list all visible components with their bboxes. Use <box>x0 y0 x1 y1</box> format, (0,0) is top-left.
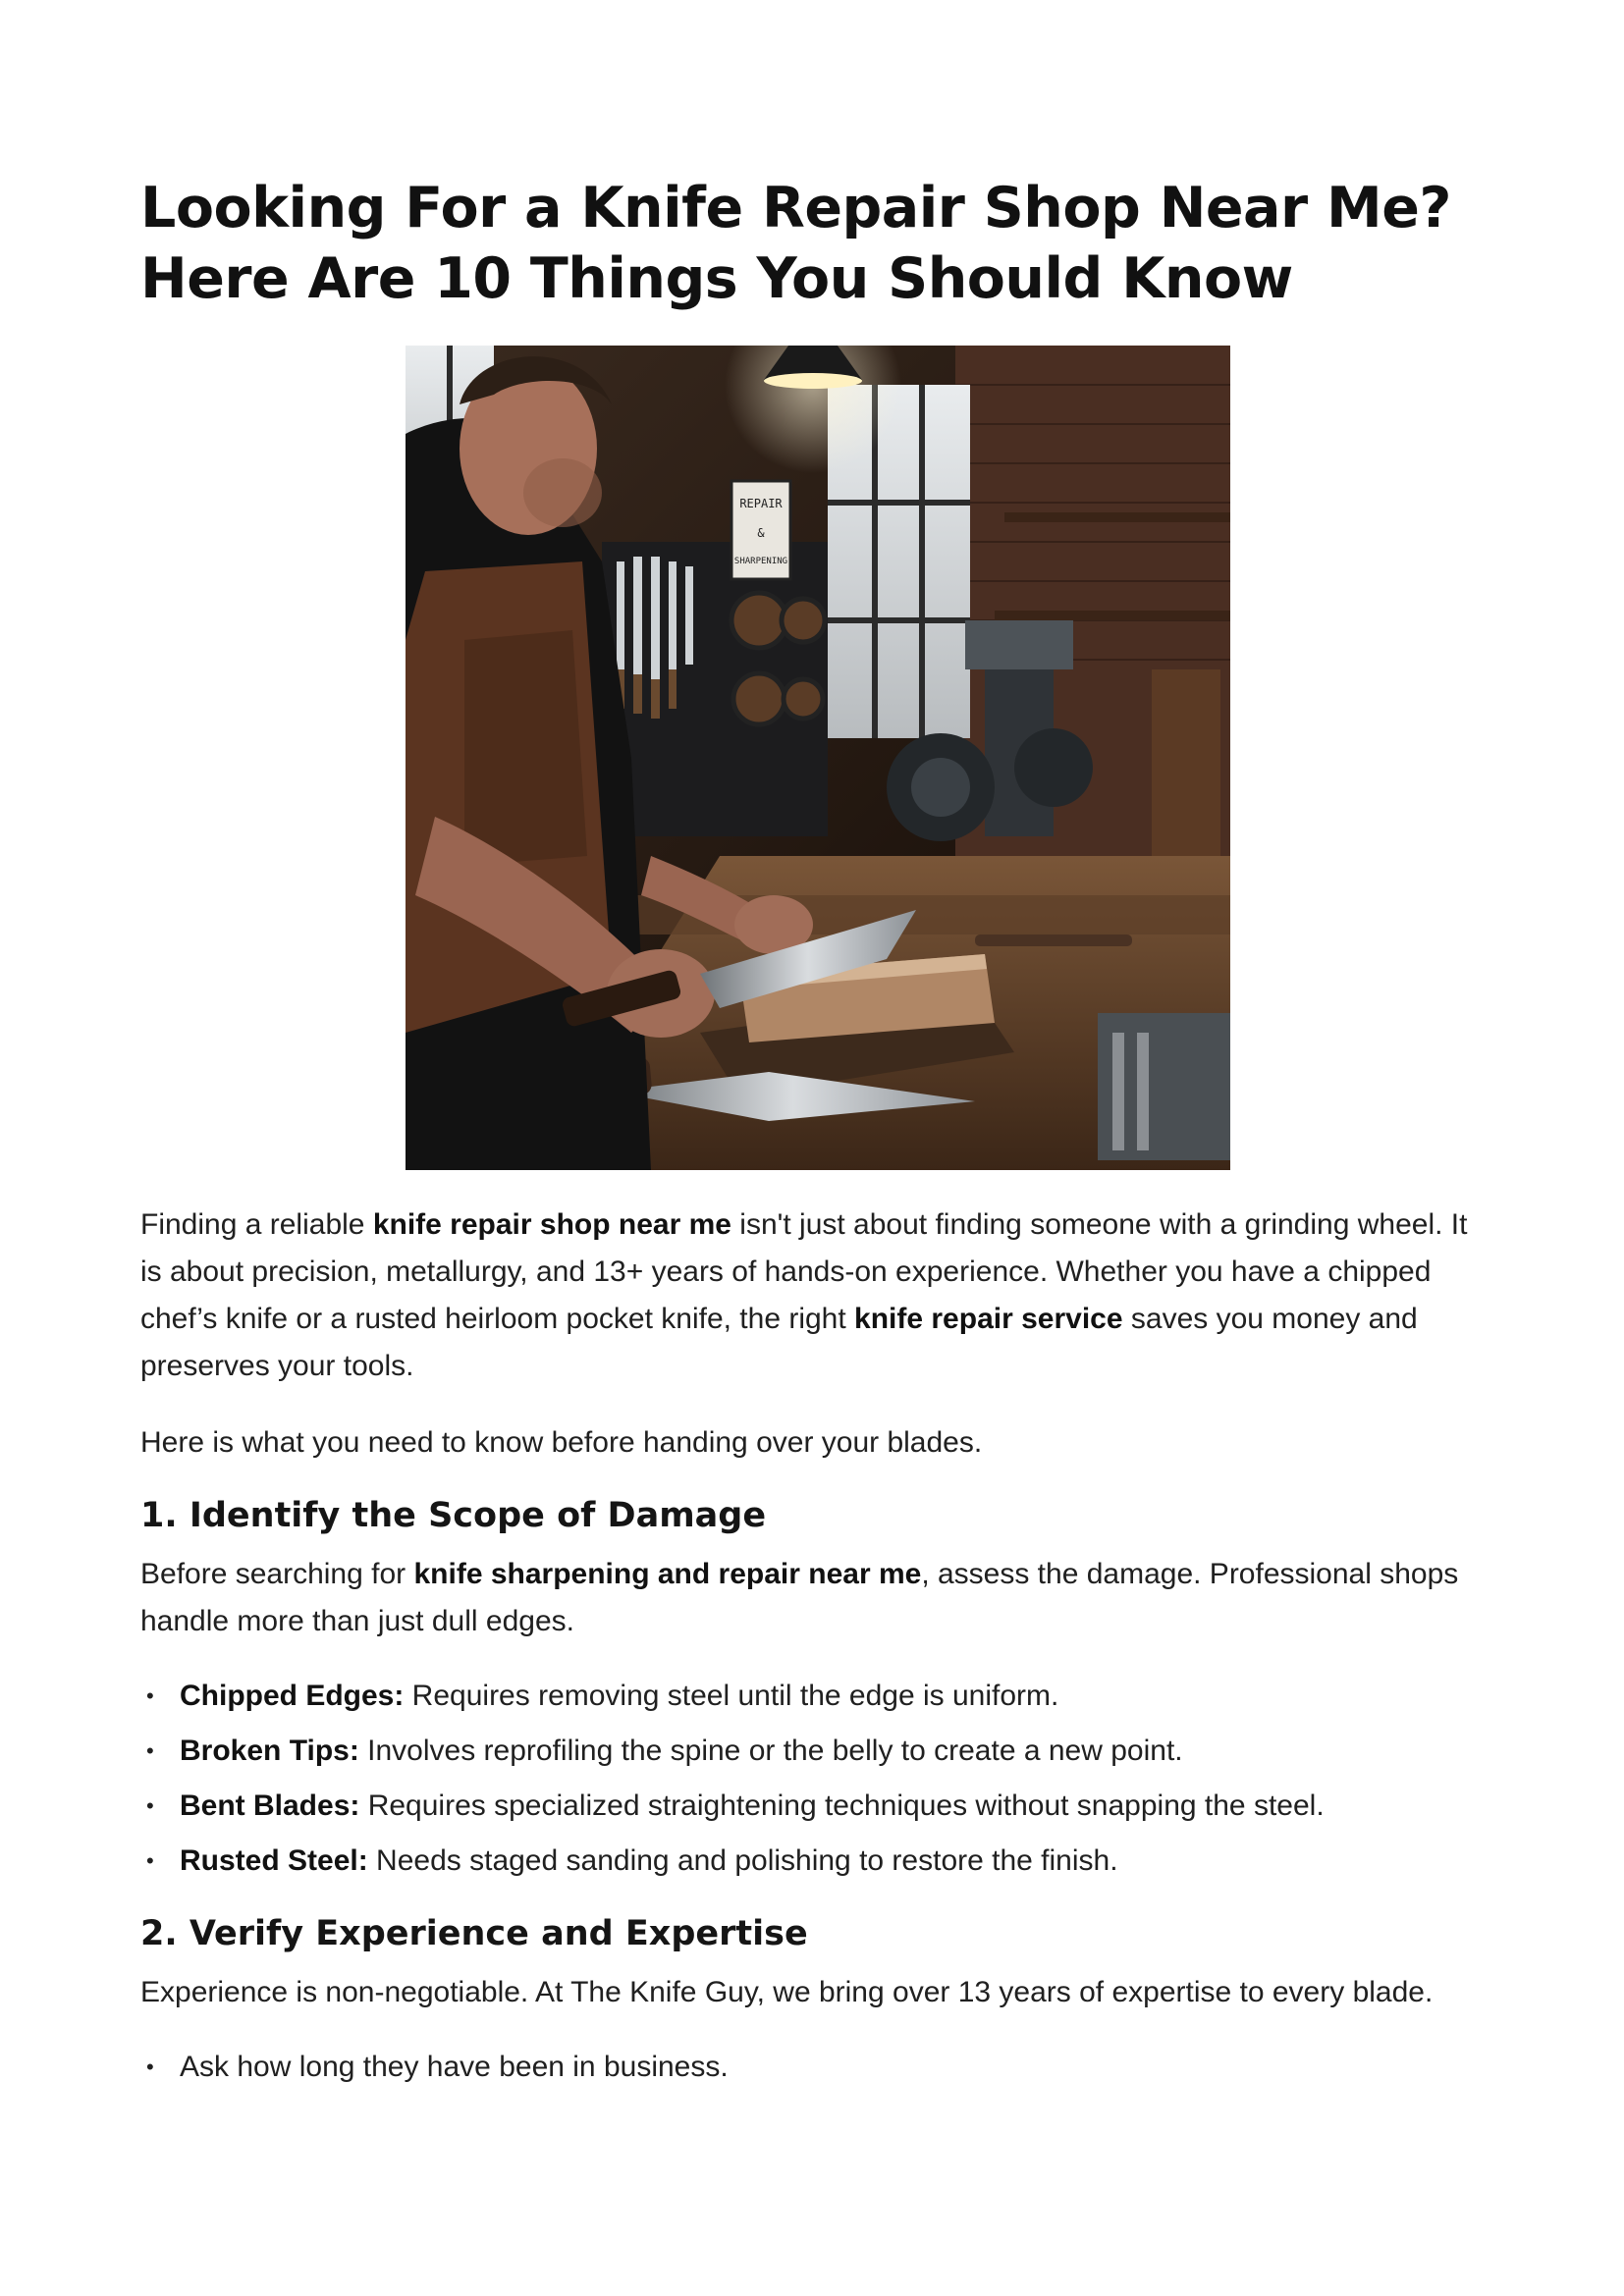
list-item <box>140 1669 1484 1724</box>
sign-line-3: SHARPENING <box>733 557 788 566</box>
section-2-paragraph: Experience is non-negotiable. At The Knife Guy, we bring over 13 years of expertise to every blade. <box>140 1976 1434 2008</box>
list-item-text: Requires removing steel until the edge is uniform. <box>404 1680 1059 1712</box>
sign-line-2: & <box>757 526 765 540</box>
list-item <box>140 2040 1484 2095</box>
section-1-text-1: Before searching for <box>140 1558 414 1590</box>
bullet: • <box>146 1848 154 1873</box>
intro-bold-1: knife repair shop near me <box>372 1208 731 1241</box>
intro-bold-2: knife repair service <box>854 1303 1123 1335</box>
bullet: • <box>146 1793 154 1818</box>
list-item-text: Involves reprofiling the spine or the belly to create a new point. <box>358 1735 1183 1767</box>
section-1-text-2: , assess the damage. Professional shops handle more than just dull edges. <box>140 1558 1459 1637</box>
intro-paragraph <box>140 1201 1484 1390</box>
section-2-heading: 2. Verify Experience and Expertise <box>140 1914 808 1953</box>
section-1-bold: knife sharpening and repair near me <box>413 1558 922 1590</box>
lead-in-paragraph: Here is what you need to know before handing over your blades. <box>140 1426 983 1459</box>
section-1-paragraph <box>140 1551 1484 1645</box>
intro-text-1: Finding a reliable <box>140 1208 373 1241</box>
bullet: • <box>146 2055 154 2079</box>
intro-text-2: isn't just about finding someone with a grinding wheel. It is about precision, metallurgy, and 13+ years of hands-on experience. Whether you have a chipped chef’s knife or a rusted heirloom pocket knife, the right <box>140 1208 1468 1335</box>
damage-list <box>140 1669 1484 1889</box>
section-1-heading: 1. Identify the Scope of Damage <box>140 1496 767 1535</box>
list-item-text: Needs staged sanding and polishing to restore the finish. <box>367 1844 1118 1877</box>
experience-list <box>140 2040 1484 2095</box>
list-item-label: Broken Tips: <box>180 1735 359 1767</box>
list-item-label: Bent Blades: <box>180 1789 360 1822</box>
hero-image <box>406 346 1230 1170</box>
bullet: • <box>146 1683 154 1708</box>
page-title: Looking For a Knife Repair Shop Near Me? Here Are 10 Things You Should Know <box>140 176 1451 311</box>
intro-text-3: saves you money and preserves your tools. <box>140 1303 1418 1382</box>
list-item-label: Rusted Steel: <box>180 1844 368 1877</box>
list-item <box>140 1779 1484 1834</box>
list-item-text: Ask how long they have been in business. <box>180 2051 729 2083</box>
list-item-text: Requires specialized straightening techniques without snapping the steel. <box>359 1789 1325 1822</box>
list-item <box>140 1834 1484 1889</box>
sign-line-1: REPAIR <box>739 497 783 510</box>
list-item <box>140 1724 1484 1779</box>
bullet: • <box>146 1738 154 1763</box>
list-item-label: Chipped Edges: <box>180 1680 405 1712</box>
